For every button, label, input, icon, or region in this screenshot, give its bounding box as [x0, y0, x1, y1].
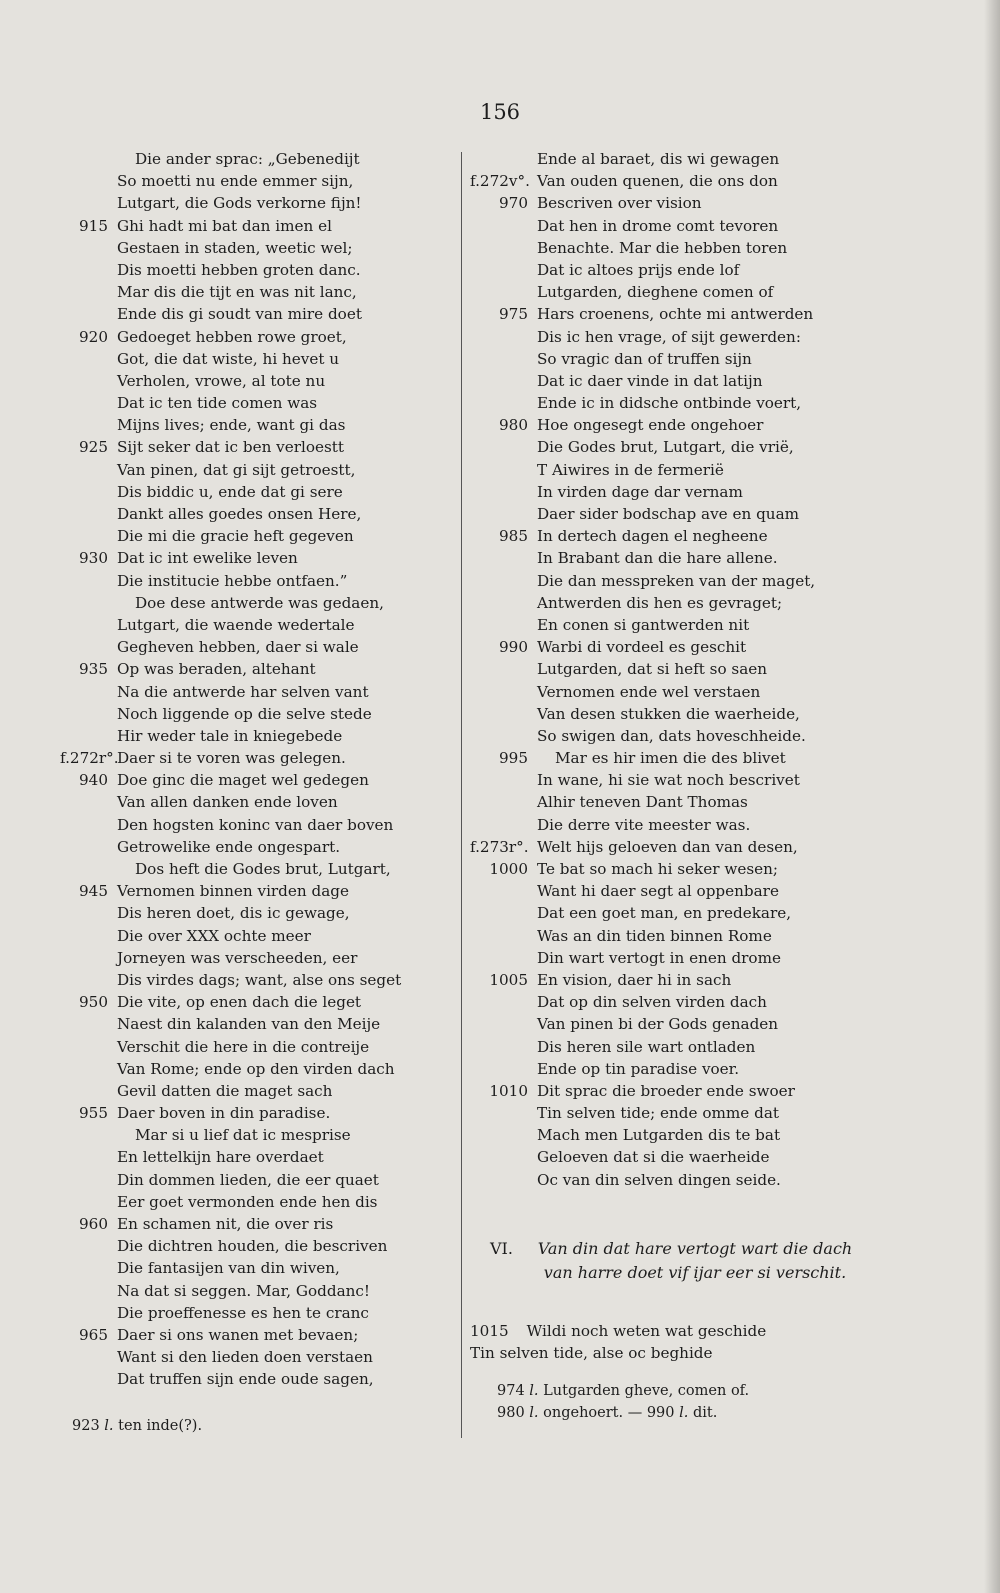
verse-text: Tin selven tide, alse oc beghide [470, 1344, 713, 1363]
verse-text: Gestaen in staden, weetic wel; [117, 238, 353, 257]
verse-line [60, 1124, 410, 1146]
verse-line [470, 703, 870, 725]
verse-text: Gevil datten die maget sach [117, 1081, 333, 1100]
verse-text: Dat truffen sijn ende oude sagen, [117, 1370, 374, 1389]
verse-text: Dis heren sile wart ontladen [537, 1037, 756, 1056]
verse-text: Dat op din selven virden dach [537, 993, 767, 1012]
line-number: 950 [79, 993, 108, 1012]
verse-line [60, 592, 410, 614]
verse-text: Jorneyen was verscheeden, eer [117, 948, 358, 967]
line-number: 945 [79, 882, 108, 901]
verse-text: Lutgarden, dieghene comen of [537, 283, 774, 302]
verse-text: Din wart vertogt in enen drome [537, 948, 781, 967]
verse-text: Die derre vite meester was. [537, 815, 751, 834]
verse-line [60, 547, 410, 569]
verse-text: In dertech dagen el negheene [537, 527, 768, 546]
verse-line [60, 880, 410, 902]
verse-text: Die over XXX ochte meer [117, 926, 311, 945]
verse-line [470, 880, 870, 902]
verse-line [60, 947, 410, 969]
verse-text: Die Godes brut, Lutgart, die vrië, [537, 438, 794, 457]
verse-line [60, 348, 410, 370]
verse-text: In wane, hi sie wat noch bescrivet [537, 771, 800, 790]
verse-text: Verholen, vrowe, al tote nu [117, 371, 326, 390]
verse-line [60, 725, 410, 747]
verses-after-heading [470, 1320, 870, 1364]
verse-text: So moetti nu ende emmer sijn, [117, 172, 354, 191]
verse-line [470, 237, 870, 259]
verse-text: Dat hen in drome comt tevoren [537, 216, 779, 235]
verse-text: Dis moetti hebben groten danc. [117, 260, 361, 279]
column-divider [461, 152, 462, 1438]
verse-line [60, 991, 410, 1013]
chapter-number: VI. [490, 1239, 513, 1258]
verse-text: Dos heft die Godes brut, Lutgart, [135, 860, 391, 878]
verse-line [470, 348, 870, 370]
verse-text: Want hi daer segt al oppenbare [537, 882, 779, 901]
verse-text: Daer boven in din paradise. [117, 1104, 331, 1123]
line-number: 940 [79, 771, 108, 790]
verse-text: En schamen nit, die over ris [117, 1215, 334, 1233]
verse-text: Antwerden dis hen es gevraget; [537, 593, 783, 612]
verse-text: Van desen stukken die waerheide, [537, 704, 800, 723]
verse-text: Dat ic ten tide comen was [117, 394, 318, 413]
line-number: 995 [499, 749, 528, 768]
verse-text: Vernomen ende wel verstaen [537, 682, 761, 701]
verse-line [470, 636, 870, 658]
verse-text: Din dommen lieden, die eer quaet [117, 1170, 379, 1189]
verse-line [470, 570, 870, 592]
verse-line [60, 326, 410, 348]
verse-text: Mar dis die tijt en was nit lanc, [117, 283, 357, 302]
verse-text: Warbi di vordeel es geschit [537, 638, 747, 657]
verse-line [470, 303, 870, 325]
footnote-text: dit. [692, 1405, 718, 1421]
verse-line [60, 1080, 410, 1102]
verse-text: Benachte. Mar die hebben toren [537, 238, 788, 257]
verse-line [470, 259, 870, 281]
verse-text: Daer si ons wanen met bevaen; [117, 1325, 359, 1344]
verse-text: Want si den lieden doen verstaen [117, 1348, 373, 1367]
verse-line [470, 370, 870, 392]
footnote-line-number: 923 [72, 1418, 100, 1434]
verse-line [60, 747, 410, 769]
footnote-line-number: 980 [497, 1405, 525, 1421]
verse-line [60, 703, 410, 725]
verse-text: En vision, daer hi in sach [537, 970, 732, 989]
verse-text: Naest din kalanden van den Meije [117, 1015, 381, 1034]
line-number: 1010 [489, 1081, 528, 1100]
verse-line [60, 1324, 410, 1346]
verse-line [60, 1368, 410, 1390]
verse-text: Ende al baraet, dis wi gewagen [537, 150, 780, 168]
verse-line [60, 925, 410, 947]
verse-line [60, 303, 410, 325]
verse-text: Tin selven tide; ende omme dat [537, 1104, 779, 1123]
verse-text: Van ouden quenen, die ons don [537, 172, 778, 191]
verse-line [470, 791, 870, 813]
verse-line [470, 1058, 870, 1080]
verse-line [60, 259, 410, 281]
footnote-mark: l. [104, 1418, 114, 1434]
verse-line [60, 681, 410, 703]
verse-line [60, 1058, 410, 1080]
verse-text: Sijt seker dat ic ben verloestt [117, 438, 344, 457]
verse-text: Die institucie hebbe ontfaen.” [117, 571, 348, 590]
verse-text: Van pinen, dat gi sijt getroestt, [117, 460, 356, 479]
verse-line [60, 281, 410, 303]
verse-text: Die ander sprac: „Gebenedijt [135, 150, 360, 168]
verse-line [470, 547, 870, 569]
footnote [72, 1415, 202, 1437]
verse-line [60, 1235, 410, 1257]
verse-text: Lutgart, die Gods verkorne fijn! [117, 194, 362, 213]
page-edge [984, 0, 1000, 1593]
verse-line [470, 1124, 870, 1146]
verse-line [60, 1102, 410, 1124]
verse-line [60, 170, 410, 192]
verse-line [60, 614, 410, 636]
verse-text: Te bat so mach hi seker wesen; [537, 860, 779, 878]
line-number: 970 [499, 194, 528, 213]
verse-line [470, 503, 870, 525]
verse-text: Getrowelike ende ongespart. [117, 837, 341, 856]
line-number: 960 [79, 1215, 108, 1233]
footnotes-right [497, 1380, 749, 1424]
verse-text: Dat ic altoes prijs ende lof [537, 260, 740, 279]
verse-line [470, 991, 870, 1013]
footnote [497, 1402, 749, 1424]
verse-line [60, 836, 410, 858]
verse-text: Den hogsten koninc van daer boven [117, 815, 394, 834]
verse-line [470, 747, 870, 769]
verse-line [470, 1146, 870, 1168]
footnote-text: ongehoert. — 990 [543, 1405, 675, 1421]
verse-text: Ende ic in didsche ontbinde voert, [537, 394, 802, 413]
verse-line [60, 370, 410, 392]
verse-line [470, 392, 870, 414]
verse-line [470, 1169, 870, 1191]
footnotes-left [72, 1415, 202, 1437]
line-number: 985 [499, 527, 528, 546]
verse-line [470, 969, 870, 991]
line-number: 955 [79, 1104, 108, 1123]
footnote-line-number: 974 [497, 1383, 525, 1399]
verse-text: Eer goet vermonden ende hen dis [117, 1192, 378, 1211]
verse-text: Na dat si seggen. Mar, Goddanc! [117, 1281, 371, 1300]
verse-line [470, 836, 870, 858]
verse-line [470, 525, 870, 547]
verse-line [470, 148, 870, 170]
verse-line [60, 1280, 410, 1302]
verse-line [60, 814, 410, 836]
verse-line [60, 791, 410, 813]
verse-text: Doe ginc die maget wel gedegen [117, 771, 369, 790]
verse-line [60, 192, 410, 214]
verse-text: Van allen danken ende loven [117, 793, 338, 812]
line-number: 915 [79, 216, 108, 235]
verse-text: En lettelkijn hare overdaet [117, 1148, 324, 1167]
verse-text: Van pinen bi der Gods genaden [537, 1015, 779, 1034]
line-number: f.272v°. [470, 172, 530, 191]
verse-line [60, 1146, 410, 1168]
verse-text: Dat ic daer vinde in dat latijn [537, 371, 763, 390]
verse-text: Doe dese antwerde was gedaen, [135, 593, 384, 612]
verse-line [60, 525, 410, 547]
verse-line [60, 148, 410, 170]
footnote-text: Lutgarden gheve, comen of. [543, 1383, 750, 1399]
verse-line [60, 1213, 410, 1235]
line-number: 965 [79, 1325, 108, 1344]
verse-line [60, 215, 410, 237]
verse-text: Die mi die gracie heft gegeven [117, 527, 354, 546]
chapter-title: Van din dat hare vertogt wart die dach van harre doet vif ijar eer si verschit. [537, 1239, 853, 1282]
verse-text: Lutgart, die waende wedertale [117, 615, 355, 634]
verse-text: Dis virdes dags; want, alse ons seget [117, 970, 402, 989]
line-number: 920 [79, 327, 108, 346]
verse-line [60, 436, 410, 458]
verse-text: Dankt alles goedes onsen Here, [117, 505, 362, 523]
verse-text: Dit sprac die broeder ende swoer [537, 1081, 795, 1100]
verse-line [470, 902, 870, 924]
verse-line [470, 459, 870, 481]
verse-line [470, 192, 870, 214]
page-number: 156 [479, 100, 521, 124]
verse-line [470, 414, 870, 436]
verse-text: So swigen dan, dats hoveschheide. [537, 726, 806, 745]
verse-line [470, 215, 870, 237]
line-number: 1015 [470, 1322, 509, 1340]
verse-text: Mar es hir imen die des blivet [555, 749, 786, 768]
verse-line [60, 969, 410, 991]
line-number: f.272r°. [60, 749, 119, 768]
left-column [60, 148, 410, 1391]
verse-line [60, 902, 410, 924]
verse-line [470, 326, 870, 348]
verse-line [60, 459, 410, 481]
verse-text: Vernomen binnen virden dage [117, 882, 349, 901]
verse-line [60, 237, 410, 259]
footnote-mark: l. [529, 1383, 539, 1399]
verse-line [60, 570, 410, 592]
verse-text: Van Rome; ende op den virden dach [117, 1059, 395, 1078]
verse-line [470, 658, 870, 680]
verse-text: Ende op tin paradise voer. [537, 1059, 740, 1078]
verse-line [470, 436, 870, 458]
verse-text: Noch liggende op die selve stede [117, 704, 372, 723]
verse-line [60, 858, 410, 880]
verse-text: Hir weder tale in kniegebede [117, 726, 343, 745]
verse-text: Bescriven over vision [537, 194, 702, 213]
verse-line [470, 614, 870, 636]
verse-text: Ghi hadt mi bat dan imen el [117, 216, 332, 235]
verse-text: Geloeven dat si die waerheide [537, 1148, 770, 1167]
verse-line [60, 392, 410, 414]
verse-text: Oc van din selven dingen seide. [537, 1170, 781, 1189]
verse-line [60, 481, 410, 503]
verse-text: Mar si u lief dat ic mesprise [135, 1126, 351, 1145]
verse-line [470, 947, 870, 969]
verse-line [470, 1342, 870, 1364]
line-number: f.273r°. [470, 837, 529, 856]
line-number: 925 [79, 438, 108, 457]
verse-text: So vragic dan of truffen sijn [537, 349, 752, 368]
verse-text: Dis heren doet, dis ic gewage, [117, 904, 350, 923]
footnote [497, 1380, 749, 1402]
verse-text: Mijns lives; ende, want gi das [117, 416, 346, 435]
verse-line [60, 1169, 410, 1191]
verse-text: Ende dis gi soudt van mire doet [117, 305, 362, 324]
verse-line [470, 481, 870, 503]
verse-line [60, 636, 410, 658]
verse-text: Daer si te voren was gelegen. [117, 749, 346, 768]
verse-line [470, 925, 870, 947]
verse-text: Welt hijs geloeven dan van desen, [537, 837, 798, 856]
footnote-mark: l. [529, 1405, 539, 1421]
verse-line [470, 769, 870, 791]
line-number: 1000 [489, 860, 528, 878]
verse-text: Dis biddic u, ende dat gi sere [117, 482, 343, 501]
verse-line [60, 1036, 410, 1058]
verse-text: Got, die dat wiste, hi hevet u [117, 349, 340, 368]
verse-line [470, 1320, 870, 1342]
verse-line [470, 1102, 870, 1124]
right-column [470, 148, 870, 1191]
verse-text: T Aiwires in de fermerië [537, 460, 724, 479]
verse-text: En conen si gantwerden nit [537, 615, 750, 634]
verse-text: Die vite, op enen dach die leget [117, 993, 362, 1012]
verse-line [470, 725, 870, 747]
verse-line [60, 1013, 410, 1035]
verse-line [470, 1036, 870, 1058]
verse-line [470, 592, 870, 614]
verse-text: Daer sider bodschap ave en quam [537, 505, 800, 523]
verse-line [470, 1013, 870, 1035]
verse-line [470, 170, 870, 192]
verse-line [470, 858, 870, 880]
line-number: 930 [79, 549, 108, 568]
verse-text: Alhir teneven Dant Thomas [537, 793, 748, 812]
verse-text: Die dichtren houden, die bescriven [117, 1237, 388, 1256]
verse-text: In Brabant dan die hare allene. [537, 549, 778, 568]
verse-line [60, 1302, 410, 1324]
verse-line [60, 1191, 410, 1213]
verse-line [60, 658, 410, 680]
footnote-mark: l. [679, 1405, 689, 1421]
line-number: 935 [79, 660, 108, 679]
verse-line [470, 814, 870, 836]
line-number: 990 [499, 638, 528, 657]
verse-text: Dat een goet man, en predekare, [537, 904, 792, 923]
verse-text: Dis ic hen vrage, of sijt gewerden: [537, 327, 801, 346]
line-number: 1005 [489, 970, 528, 989]
verse-text: Gedoeget hebben rowe groet, [117, 327, 347, 346]
verse-text: Die dan messpreken van der maget, [537, 571, 816, 590]
verse-text: Verschit die here in die contreije [117, 1037, 370, 1056]
verse-text: Op was beraden, altehant [117, 660, 316, 679]
verse-text: Hars croenens, ochte mi antwerden [537, 305, 814, 324]
verse-text: Dat ic int ewelike leven [117, 549, 298, 568]
verse-text: Wildi noch weten wat geschide [526, 1322, 767, 1340]
verse-line [60, 769, 410, 791]
verse-text: Lutgarden, dat si heft so saen [537, 660, 768, 679]
verse-line [60, 1257, 410, 1279]
verse-line [60, 1346, 410, 1368]
verse-text: Was an din tiden binnen Rome [537, 926, 772, 945]
verse-text: Die proeffenesse es hen te cranc [117, 1303, 369, 1322]
verse-text: In virden dage dar vernam [537, 482, 743, 501]
verse-text: Gegheven hebben, daer si wale [117, 638, 359, 657]
verse-text: Na die antwerde har selven vant [117, 682, 369, 701]
verse-line [60, 503, 410, 525]
verse-text: Mach men Lutgarden dis te bat [537, 1126, 781, 1145]
verse-line [60, 414, 410, 436]
verse-text: Hoe ongesegt ende ongehoer [537, 416, 764, 435]
verse-line [470, 1080, 870, 1102]
verse-line [470, 681, 870, 703]
verse-text: Die fantasijen van din wiven, [117, 1259, 340, 1278]
line-number: 980 [499, 416, 528, 435]
verse-line [470, 281, 870, 303]
chapter-heading [470, 1237, 880, 1285]
line-number: 975 [499, 305, 528, 324]
footnote-text: ten inde(?). [118, 1418, 203, 1434]
